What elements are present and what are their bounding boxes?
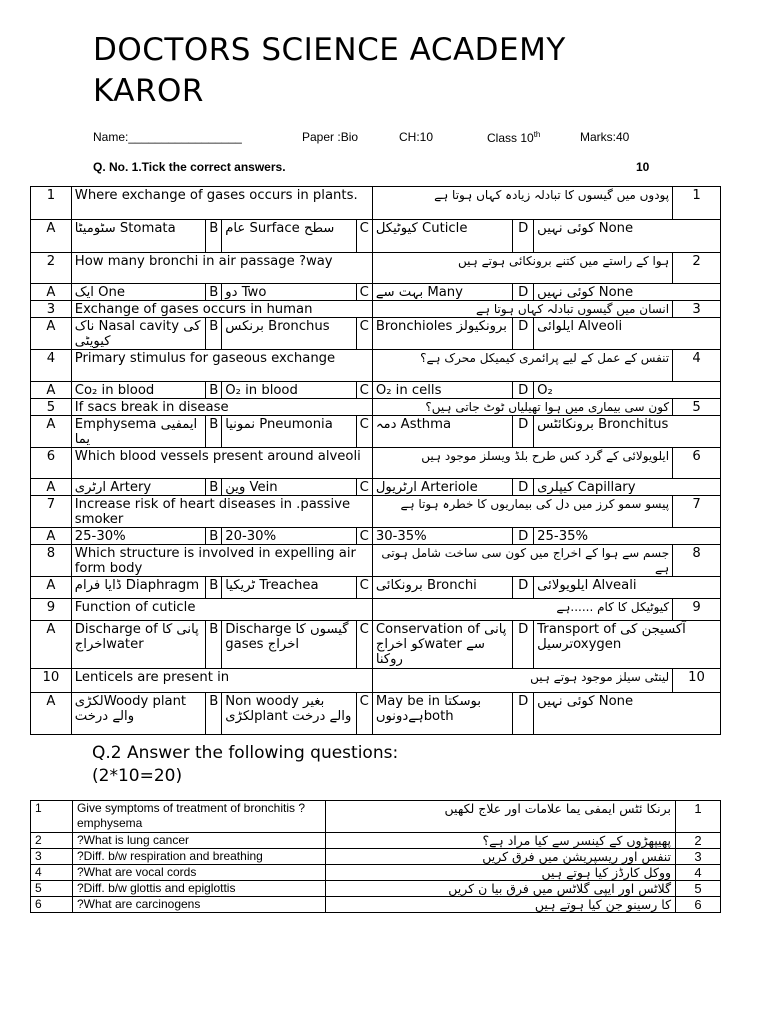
question-row [31, 448, 721, 479]
options-row [31, 693, 721, 735]
short-question-row [31, 897, 721, 913]
option-b[interactable]: 20-30% [222, 528, 356, 545]
option-c-letter: C [356, 318, 372, 350]
short-questions-table [30, 800, 721, 913]
option-c[interactable]: O₂ in cells [372, 382, 512, 399]
short-question-row [31, 865, 721, 881]
question-urdu: پودوں میں گیسوں کا تبادلہ زیادہ کہاں ہوتا ہے [372, 187, 672, 220]
sq-urdu: کا رسینو جن کیا ہوتے ہیں [325, 897, 675, 913]
option-b-letter: B [206, 416, 222, 448]
sq-english: ?What are carcinogens [72, 897, 325, 913]
question-number: 6 [31, 448, 72, 479]
option-b-letter: B [206, 220, 222, 253]
question-row [31, 599, 721, 621]
option-b[interactable]: وین Vein [222, 479, 356, 496]
sq-english: ?Diff. b/w respiration and breathing [72, 849, 325, 865]
option-c-letter: C [356, 284, 372, 301]
option-b[interactable]: دو Two [222, 284, 356, 301]
option-d-letter: D [513, 284, 534, 301]
option-c[interactable]: بہت سے Many [372, 284, 512, 301]
question-row [31, 187, 721, 220]
sq-urdu: گلاٹس اور ایپی گلاٹس میں فرق بیا ن کریں [325, 881, 675, 897]
options-row [31, 318, 721, 350]
option-b[interactable]: عام Surface سطح [222, 220, 356, 253]
question-row [31, 301, 721, 318]
options-row [31, 528, 721, 545]
question-number: 9 [31, 599, 72, 621]
question-english: Function of cuticle [71, 599, 372, 621]
question-english: Lenticels are present in [71, 669, 372, 693]
sq-number: 6 [31, 897, 73, 913]
chapter-label: CH:10 [399, 130, 434, 144]
option-d[interactable]: کیپلری Capillary [534, 479, 721, 496]
option-a-letter: A [31, 621, 72, 669]
short-question-row [31, 881, 721, 897]
question-number-right: 9 [673, 599, 721, 621]
question-number-right: 4 [673, 350, 721, 382]
option-a[interactable]: Emphysema ایمفیی یما [71, 416, 205, 448]
option-b[interactable]: نمونیا Pneumonia [222, 416, 356, 448]
options-row [31, 577, 721, 599]
option-d-letter: D [513, 318, 534, 350]
option-d-letter: D [513, 479, 534, 496]
question-urdu: ہوا کے راستے میں کتنے برونکائی ہوتے ہیں [372, 253, 672, 284]
option-c-letter: C [356, 416, 372, 448]
question-number-right: 10 [673, 669, 721, 693]
options-row [31, 621, 721, 669]
q2-marks: (2*10=20) [92, 766, 183, 786]
question-number: 1 [31, 187, 72, 220]
question-number-right: 1 [673, 187, 721, 220]
option-c[interactable]: Conservation of پانی کو اخراجwater سے روکنا [372, 621, 512, 669]
question-number: 7 [31, 496, 72, 528]
sq-english: ?What is lung cancer [72, 833, 325, 849]
option-b-letter: B [206, 382, 222, 399]
sq-number: 3 [31, 849, 73, 865]
option-a[interactable]: Co₂ in blood [71, 382, 205, 399]
sq-number-right: 1 [676, 801, 721, 833]
sq-number-right: 4 [676, 865, 721, 881]
option-d[interactable]: برونکائٹس Bronchitus [534, 416, 721, 448]
option-d-letter: D [513, 693, 534, 735]
question-english: Exchange of gases occurs in human [71, 301, 372, 318]
question-urdu: کون سی بیماری میں ہوا تھیلیاں ٹوٹ جاتی ہیں؟ [372, 399, 672, 416]
sq-urdu: ووکل کارڈز کیا ہوتے ہیں [325, 865, 675, 881]
class-text: Class 10 [487, 131, 534, 145]
marks-label: Marks:40 [580, 130, 630, 144]
option-b-letter: B [206, 577, 222, 599]
option-c-letter: C [356, 577, 372, 599]
title-line-1: DOCTORS SCIENCE ACADEMY [93, 32, 566, 68]
sq-english: Give symptoms of treatment of bronchitis ?emphysema [72, 801, 325, 833]
page-title [93, 30, 693, 112]
option-a-letter: A [31, 577, 72, 599]
question-number: 4 [31, 350, 72, 382]
question-english: Which blood vessels present around alveoli [71, 448, 372, 479]
option-b-letter: B [206, 693, 222, 735]
sq-urdu: پھیپھڑوں کے کینسر سے کیا مراد ہے؟ [325, 833, 675, 849]
option-b[interactable]: ٹریکیا Treachea [222, 577, 356, 599]
sq-urdu: برنکا ئٹس ایمفی یما علامات اور علاج لکھیں [325, 801, 675, 833]
sq-number: 4 [31, 865, 73, 881]
option-d[interactable]: ایلویولائی Alveali [534, 577, 721, 599]
option-b[interactable]: O₂ in blood [222, 382, 356, 399]
options-row [31, 220, 721, 253]
option-d-letter: D [513, 382, 534, 399]
option-c-letter: C [356, 479, 372, 496]
question-number: 3 [31, 301, 72, 318]
short-question-row [31, 849, 721, 865]
option-c[interactable]: دمہ Asthma [372, 416, 512, 448]
option-b-letter: B [206, 621, 222, 669]
question-urdu: پیسو سمو کرز میں دل کی بیماریوں کا خطرہ ہوتا ہے [372, 496, 672, 528]
option-a[interactable]: ایک One [71, 284, 205, 301]
question-english: How many bronchi in air passage ?way [71, 253, 372, 284]
question-urdu: انسان میں گیسوں تبادلہ کہاں ہوتا ہے [372, 301, 672, 318]
name-field: Name:_________________ [93, 130, 242, 144]
sq-english: ?Diff. b/w glottis and epiglottis [72, 881, 325, 897]
q1-heading: Q. No. 1.Tick the correct answers. [93, 160, 286, 174]
option-d[interactable]: O₂ [534, 382, 721, 399]
option-d-letter: D [513, 621, 534, 669]
question-urdu: جسم سے ہوا کے اخراج میں کون سی ساخت شامل ہوتی ہے [372, 545, 672, 577]
question-urdu: لینٹی سیلز موجود ہوتے ہیں [372, 669, 672, 693]
question-urdu: ایلویولائی کے گرد کس طرح بلڈ ویسلز موجود ہیں [372, 448, 672, 479]
option-a-letter: A [31, 382, 72, 399]
option-a-letter: A [31, 693, 72, 735]
sq-number-right: 6 [676, 897, 721, 913]
option-a[interactable]: ارٹری Artery [71, 479, 205, 496]
option-b[interactable]: برنکس Bronchus [222, 318, 356, 350]
question-number-right: 3 [673, 301, 721, 318]
option-d-letter: D [513, 577, 534, 599]
option-d[interactable]: کوئی نہیں None [534, 693, 721, 735]
option-d[interactable]: کوئی نہیں None [534, 220, 721, 253]
options-row [31, 284, 721, 301]
option-a[interactable]: سٹومیٹا Stomata [71, 220, 205, 253]
short-question-row [31, 833, 721, 849]
option-a-letter: A [31, 416, 72, 448]
question-number: 5 [31, 399, 72, 416]
question-row [31, 350, 721, 382]
options-row [31, 416, 721, 448]
option-c[interactable]: برونکائی Bronchi [372, 577, 512, 599]
option-b[interactable]: Discharge گیسوں کا gases اخراج [222, 621, 356, 669]
sq-number-right: 5 [676, 881, 721, 897]
question-urdu: تنفس کے عمل کے لیے پرائمری کیمیکل محرک ہے؟ [372, 350, 672, 382]
option-c[interactable]: 30-35% [372, 528, 512, 545]
mcq-table [30, 186, 721, 735]
option-b-letter: B [206, 318, 222, 350]
class-sup: th [533, 130, 541, 139]
question-number: 8 [31, 545, 72, 577]
sq-number: 2 [31, 833, 73, 849]
question-english: Increase risk of heart diseases in .passive smoker [71, 496, 372, 528]
option-a[interactable]: لکڑیWoody plant والے درخت [71, 693, 205, 735]
question-row [31, 545, 721, 577]
option-c-letter: C [356, 528, 372, 545]
option-b-letter: B [206, 479, 222, 496]
question-english: If sacs break in disease [71, 399, 372, 416]
option-d-letter: D [513, 220, 534, 253]
question-number: 10 [31, 669, 72, 693]
options-row [31, 479, 721, 496]
question-english: Primary stimulus for gaseous exchange [71, 350, 372, 382]
sq-number-right: 3 [676, 849, 721, 865]
option-b-letter: B [206, 528, 222, 545]
question-row [31, 253, 721, 284]
option-c-letter: C [356, 693, 372, 735]
question-english: Where exchange of gases occurs in plants. [71, 187, 372, 220]
option-a[interactable]: ناک Nasal cavity کی کیویٹی [71, 318, 205, 350]
sq-number: 1 [31, 801, 73, 833]
option-c-letter: C [356, 621, 372, 669]
option-c[interactable]: کیوٹیکل Cuticle [372, 220, 512, 253]
option-b[interactable]: Non woody بغیر لکڑیplant والے درخت [222, 693, 356, 735]
option-d[interactable]: 25-35% [534, 528, 721, 545]
title-line-2: KAROR [93, 73, 204, 109]
sq-english: ?What are vocal cords [72, 865, 325, 881]
option-a-letter: A [31, 318, 72, 350]
options-row [31, 382, 721, 399]
option-a-letter: A [31, 479, 72, 496]
option-c[interactable]: ارٹریول Arteriole [372, 479, 512, 496]
question-number-right: 6 [673, 448, 721, 479]
question-row [31, 399, 721, 416]
option-c-letter: C [356, 382, 372, 399]
option-d[interactable]: Transport of آکسیجن کی ترسیلoxygen [534, 621, 721, 669]
sq-urdu: تنفس اور ریسپریشن میں فرق کریں [325, 849, 675, 865]
question-row [31, 496, 721, 528]
question-number-right: 8 [673, 545, 721, 577]
option-d-letter: D [513, 528, 534, 545]
option-d[interactable]: ایلوائی Alveoli [534, 318, 721, 350]
option-d-letter: D [513, 416, 534, 448]
option-a-letter: A [31, 528, 72, 545]
option-d[interactable]: کوئی نہیں None [534, 284, 721, 301]
q2-heading-text: Q.2 Answer the following questions: [92, 743, 399, 763]
option-a[interactable]: ڈایا فرام Diaphragm [71, 577, 205, 599]
question-number-right: 2 [673, 253, 721, 284]
short-question-row [31, 801, 721, 833]
question-number-right: 5 [673, 399, 721, 416]
question-number: 2 [31, 253, 72, 284]
option-c[interactable]: May be in بوسکتا ہےدونوںboth [372, 693, 512, 735]
sq-number-right: 2 [676, 833, 721, 849]
q2-heading [92, 742, 398, 788]
option-b-letter: B [206, 284, 222, 301]
sq-number: 5 [31, 881, 73, 897]
option-c-letter: C [356, 220, 372, 253]
paper-label: Paper :Bio [302, 130, 359, 144]
option-a-letter: A [31, 284, 72, 301]
option-a-letter: A [31, 220, 72, 253]
option-a[interactable]: 25-30% [71, 528, 205, 545]
q1-marks: 10 [636, 160, 650, 174]
question-row [31, 669, 721, 693]
question-urdu: کیوٹیکل کا کام ......ہے [372, 599, 672, 621]
option-a[interactable]: Discharge of پانی کا اخراجwater [71, 621, 205, 669]
option-c[interactable]: Bronchioles برونکیولز [372, 318, 512, 350]
question-english: Which structure is involved in expelling air form body [71, 545, 372, 577]
class-label [487, 130, 540, 145]
question-number-right: 7 [673, 496, 721, 528]
